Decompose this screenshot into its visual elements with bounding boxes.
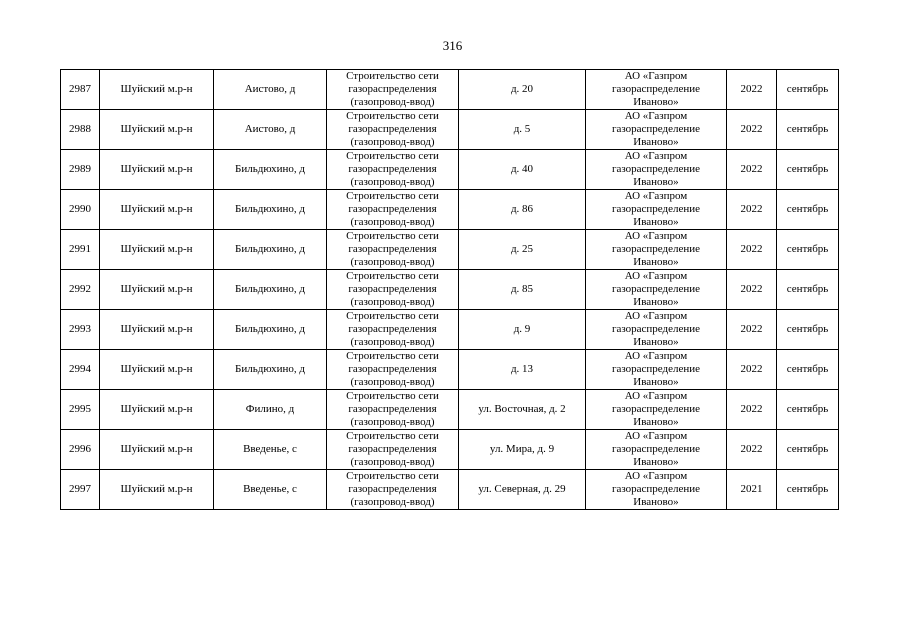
- work-type-cell: Строительство сети газораспределения (газопровод-ввод): [327, 310, 459, 350]
- year-cell: 2022: [727, 350, 777, 390]
- work-type-cell: Строительство сети газораспределения (газопровод-ввод): [327, 350, 459, 390]
- year-cell: 2022: [727, 110, 777, 150]
- month-cell: сентябрь: [777, 270, 839, 310]
- month-cell: сентябрь: [777, 430, 839, 470]
- year-cell: 2022: [727, 310, 777, 350]
- organization-cell: АО «Газпром газораспределение Иваново»: [586, 350, 727, 390]
- district-cell: Шуйский м.р-н: [100, 390, 214, 430]
- table-row: [61, 390, 839, 430]
- address-cell: д. 40: [459, 150, 586, 190]
- work-type-cell: Строительство сети газораспределения (газопровод-ввод): [327, 390, 459, 430]
- district-cell: Шуйский м.р-н: [100, 190, 214, 230]
- table-row: [61, 430, 839, 470]
- organization-cell: АО «Газпром газораспределение Иваново»: [586, 430, 727, 470]
- district-cell: Шуйский м.р-н: [100, 270, 214, 310]
- month-cell: сентябрь: [777, 390, 839, 430]
- district-cell: Шуйский м.р-н: [100, 70, 214, 110]
- district-cell: Шуйский м.р-н: [100, 430, 214, 470]
- settlement-cell: Аистово, д: [214, 110, 327, 150]
- year-cell: 2022: [727, 230, 777, 270]
- organization-cell: АО «Газпром газораспределение Иваново»: [586, 390, 727, 430]
- work-type-cell: Строительство сети газораспределения (газопровод-ввод): [327, 150, 459, 190]
- table-row: [61, 470, 839, 510]
- row-number: 2995: [61, 390, 100, 430]
- district-cell: Шуйский м.р-н: [100, 310, 214, 350]
- row-number: 2993: [61, 310, 100, 350]
- page-number: 316: [442, 38, 463, 53]
- organization-cell: АО «Газпром газораспределение Иваново»: [586, 270, 727, 310]
- settlement-cell: Введенье, с: [214, 470, 327, 510]
- table-row: [61, 350, 839, 390]
- year-cell: 2022: [727, 70, 777, 110]
- month-cell: сентябрь: [777, 150, 839, 190]
- address-cell: ул. Мира, д. 9: [459, 430, 586, 470]
- row-number: 2988: [61, 110, 100, 150]
- settlement-cell: Бильдюхино, д: [214, 350, 327, 390]
- row-number: 2994: [61, 350, 100, 390]
- organization-cell: АО «Газпром газораспределение Иваново»: [586, 310, 727, 350]
- district-cell: Шуйский м.р-н: [100, 350, 214, 390]
- month-cell: сентябрь: [777, 230, 839, 270]
- row-number: 2989: [61, 150, 100, 190]
- month-cell: сентябрь: [777, 310, 839, 350]
- year-cell: 2022: [727, 430, 777, 470]
- work-type-cell: Строительство сети газораспределения (газопровод-ввод): [327, 230, 459, 270]
- table-body: [61, 70, 839, 510]
- row-number: 2990: [61, 190, 100, 230]
- address-cell: д. 9: [459, 310, 586, 350]
- work-type-cell: Строительство сети газораспределения (газопровод-ввод): [327, 430, 459, 470]
- row-number: 2992: [61, 270, 100, 310]
- row-number: 2997: [61, 470, 100, 510]
- settlement-cell: Филино, д: [214, 390, 327, 430]
- work-type-cell: Строительство сети газораспределения (газопровод-ввод): [327, 190, 459, 230]
- year-cell: 2022: [727, 390, 777, 430]
- year-cell: 2021: [727, 470, 777, 510]
- settlement-cell: Бильдюхино, д: [214, 190, 327, 230]
- work-type-cell: Строительство сети газораспределения (газопровод-ввод): [327, 270, 459, 310]
- row-number: 2987: [61, 70, 100, 110]
- address-cell: д. 85: [459, 270, 586, 310]
- year-cell: 2022: [727, 150, 777, 190]
- table-row: [61, 310, 839, 350]
- organization-cell: АО «Газпром газораспределение Иваново»: [586, 190, 727, 230]
- work-type-cell: Строительство сети газораспределения (газопровод-ввод): [327, 70, 459, 110]
- address-cell: д. 13: [459, 350, 586, 390]
- year-cell: 2022: [727, 270, 777, 310]
- month-cell: сентябрь: [777, 350, 839, 390]
- settlement-cell: Бильдюхино, д: [214, 310, 327, 350]
- organization-cell: АО «Газпром газораспределение Иваново»: [586, 150, 727, 190]
- settlement-cell: Бильдюхино, д: [214, 150, 327, 190]
- organization-cell: АО «Газпром газораспределение Иваново»: [586, 70, 727, 110]
- month-cell: сентябрь: [777, 110, 839, 150]
- table-row: [61, 70, 839, 110]
- address-cell: д. 5: [459, 110, 586, 150]
- district-cell: Шуйский м.р-н: [100, 110, 214, 150]
- settlement-cell: Бильдюхино, д: [214, 270, 327, 310]
- organization-cell: АО «Газпром газораспределение Иваново»: [586, 110, 727, 150]
- district-cell: Шуйский м.р-н: [100, 230, 214, 270]
- address-cell: д. 25: [459, 230, 586, 270]
- organization-cell: АО «Газпром газораспределение Иваново»: [586, 230, 727, 270]
- district-cell: Шуйский м.р-н: [100, 150, 214, 190]
- address-cell: д. 86: [459, 190, 586, 230]
- month-cell: сентябрь: [777, 470, 839, 510]
- row-number: 2991: [61, 230, 100, 270]
- month-cell: сентябрь: [777, 70, 839, 110]
- settlement-cell: Аистово, д: [214, 70, 327, 110]
- organization-cell: АО «Газпром газораспределение Иваново»: [586, 470, 727, 510]
- work-type-cell: Строительство сети газораспределения (газопровод-ввод): [327, 470, 459, 510]
- table-row: [61, 230, 839, 270]
- address-cell: д. 20: [459, 70, 586, 110]
- gasification-schedule-table: [60, 69, 839, 510]
- month-cell: сентябрь: [777, 190, 839, 230]
- table-row: [61, 150, 839, 190]
- row-number: 2996: [61, 430, 100, 470]
- settlement-cell: Введенье, с: [214, 430, 327, 470]
- address-cell: ул. Северная, д. 29: [459, 470, 586, 510]
- district-cell: Шуйский м.р-н: [100, 470, 214, 510]
- address-cell: ул. Восточная, д. 2: [459, 390, 586, 430]
- table-row: [61, 190, 839, 230]
- settlement-cell: Бильдюхино, д: [214, 230, 327, 270]
- year-cell: 2022: [727, 190, 777, 230]
- table-row: [61, 110, 839, 150]
- work-type-cell: Строительство сети газораспределения (газопровод-ввод): [327, 110, 459, 150]
- table-row: [61, 270, 839, 310]
